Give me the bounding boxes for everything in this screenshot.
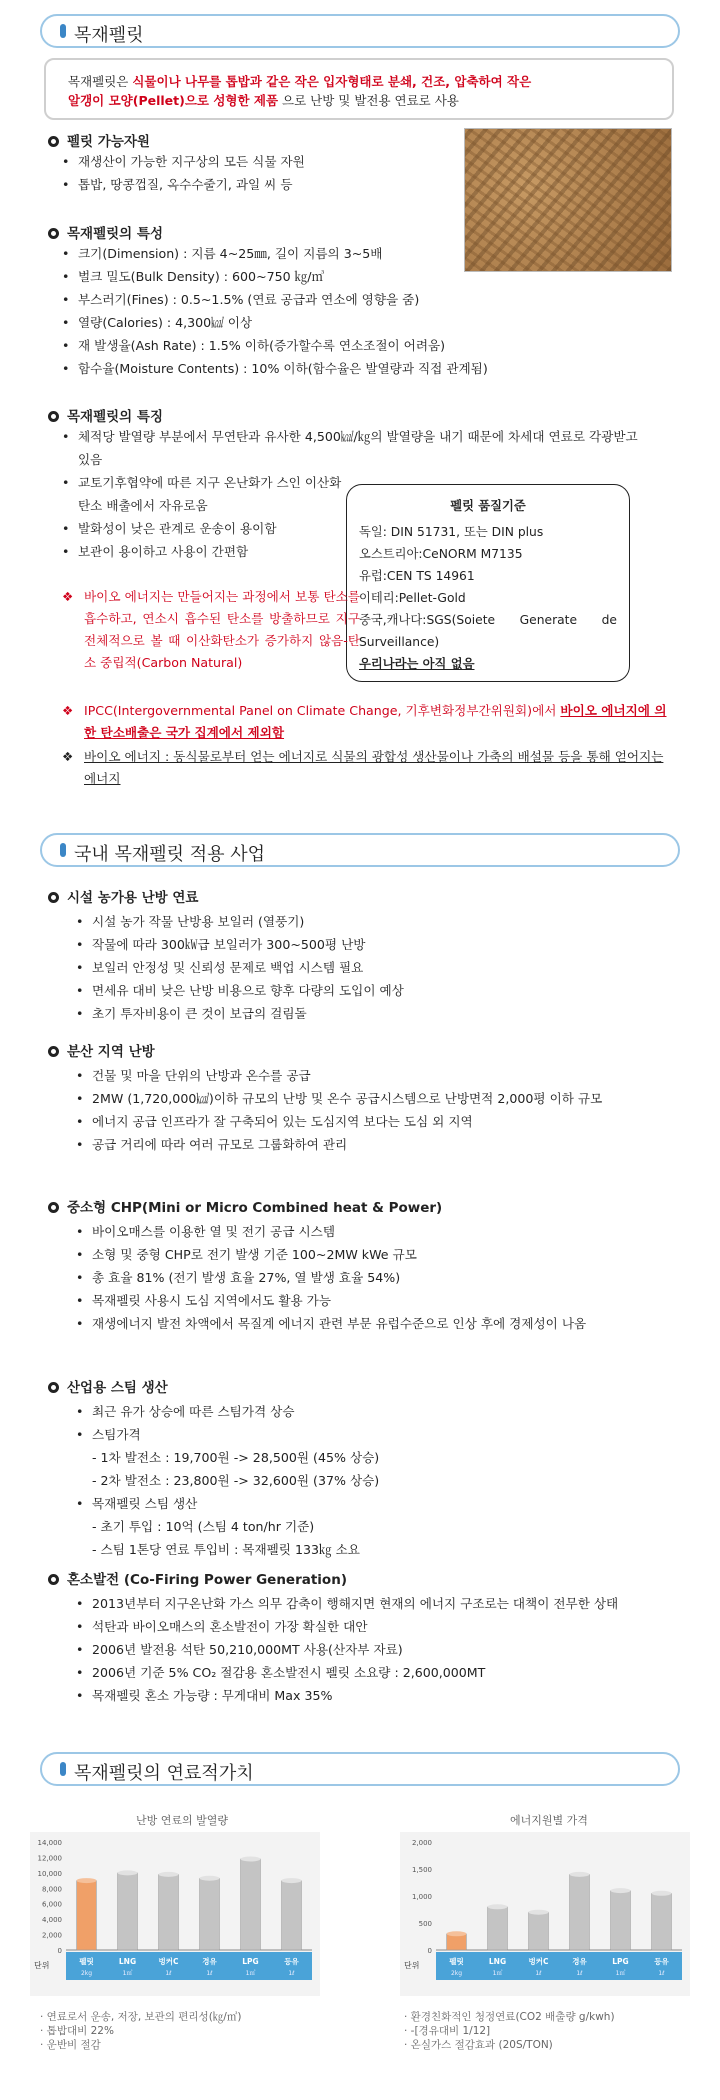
list-item: • 목재펠릿 사용시 도심 지역에서도 활용 가능 (70, 1289, 660, 1312)
subheading-chp: 중소형 CHP(Mini or Micro Combined heat & Power) (48, 1196, 442, 1216)
list-item: • 함수율(Moisture Contents) : 10% 이하(함수율은 발열량과 직접 관계됨) (56, 357, 676, 380)
bar (529, 1912, 549, 1950)
list-item: • 톱밥, 땅콩껍질, 옥수수줄기, 과일 씨 등 (56, 173, 456, 196)
tick-label: 14,000 (37, 1839, 62, 1847)
subheading-greenhouse: 시설 농가용 난방 연료 (48, 886, 198, 906)
bar-top (447, 1931, 467, 1936)
quality-line: 중국,캐나다:SGS(Soiete Generate de Surveillance) (359, 613, 617, 649)
footnote-line: · 톱밥대비 22% (40, 2025, 114, 2037)
chart-svg (30, 1832, 320, 1996)
quality-line: 유럽:CEN TS 14961 (359, 569, 475, 583)
tick-label: 4,000 (41, 1916, 62, 1925)
list-item: • 시설 농가 작물 난방용 보일러 (열풍기) (70, 910, 660, 933)
bullet-circle-icon (48, 1382, 59, 1393)
bar-top (241, 1856, 261, 1861)
tick-label: 2,000 (41, 1931, 62, 1940)
bar-top (282, 1878, 302, 1883)
bar-top (159, 1872, 179, 1877)
bar-top (570, 1872, 590, 1877)
header-marker-icon (60, 24, 66, 38)
chart-title: 난방 연료의 발열량 (136, 1814, 229, 1827)
section-title: 국내 목재펠릿 적용 사업 (74, 844, 266, 865)
list-item: • 건물 및 마을 단위의 난방과 온수를 공급 (70, 1064, 660, 1087)
bar (488, 1907, 508, 1950)
tick-label: 500 (418, 1920, 432, 1928)
list-item: • 보일러 안정성 및 신뢰성 문제로 백업 시스템 필요 (70, 956, 660, 979)
subheading-steam: 산업용 스팀 생산 (48, 1376, 168, 1396)
list-item: • 벌크 밀도(Bulk Density) : 600~750 ㎏/㎥ (56, 265, 676, 288)
list-item: • 에너지 공급 인프라가 잘 구축되어 있는 도심지역 보다는 도심 외 지역 (70, 1110, 660, 1133)
category-label: LNG (488, 1957, 507, 1966)
carbon-neutral-note: ❖ 바이오 에너지는 만들어지는 과정에서 보통 탄소를 흡수하고, 연소시 흡수된 탄소를 방출하므로 지구 전체적으로 볼 때 이산화탄소가 증가하지 않음-탄소 중립적(Carbon Natural) (62, 589, 360, 670)
bullet-circle-icon (48, 411, 59, 422)
chart-footnote-2 (404, 2010, 615, 2052)
quality-line: 이테리:Pellet-Gold (359, 591, 466, 605)
section-header-fuel-value (40, 1752, 680, 1786)
section-header-domestic (40, 833, 680, 867)
list-item: • 2MW (1,720,000㎉)이하 규모의 난방 및 온수 공급시스템으로 난방면적 2,000평 이하 규모 (70, 1087, 660, 1110)
properties-list (56, 242, 676, 380)
bullet-circle-icon (48, 1202, 59, 1213)
bar-top (77, 1878, 97, 1883)
unit-label: 2kg (80, 1970, 93, 1977)
bullet-circle-icon (48, 136, 59, 147)
category-label: 벙커C (158, 1957, 179, 1966)
quality-title: 펠릿 품질기준 (450, 499, 526, 513)
category-label: 경유 (572, 1957, 587, 1966)
list-item: • 목재펠릿 스팀 생산 (70, 1492, 660, 1515)
footnote-line: · 온실가스 절감효과 (20S/TON) (404, 2039, 553, 2051)
tick-label: 12,000 (37, 1854, 62, 1863)
bar (77, 1881, 97, 1950)
tick-label: 1,500 (411, 1866, 432, 1874)
header-marker-icon (60, 843, 66, 857)
list-item: • 초기 투자비용이 큰 것이 보급의 걸림돌 (70, 1002, 660, 1025)
category-label: 펠릿 (449, 1957, 464, 1966)
list-item: • 석탄과 바이오매스의 혼소발전이 가장 확실한 대안 (70, 1615, 660, 1638)
tick-label: 10,000 (37, 1869, 62, 1878)
section-header-pellet (40, 14, 680, 48)
features-list-2 (56, 471, 342, 563)
category-label: 등유 (654, 1957, 669, 1966)
list-item: • 2006년 기준 5% CO₂ 절감용 혼소발전시 펠릿 소요량 : 2,600,000MT (70, 1661, 660, 1684)
section-title: 목재펠릿의 연료적가치 (74, 1763, 254, 1784)
unit-label: 1ℓ (576, 1970, 583, 1977)
list-item: • 총 효율 81% (전기 발생 효율 27%, 열 발생 효율 54%) (70, 1266, 660, 1289)
list-item: • 작물에 따라 300㎾급 보일러가 300~500평 난방 (70, 933, 660, 956)
list-item: • 크기(Dimension) : 지름 4~25㎜, 길이 지름의 3~5배 (56, 242, 676, 265)
resource-list (56, 150, 456, 196)
unit-label: 2kg (450, 1970, 463, 1977)
bar-top (200, 1876, 220, 1881)
subheading-district: 분산 지역 난방 (48, 1040, 155, 1060)
bar (200, 1878, 220, 1950)
subheading-properties: 목재펠릿의 특성 (48, 222, 163, 242)
tick-label: 1,000 (411, 1893, 432, 1901)
list-item: • 재생산이 가능한 지구상의 모든 식물 자원 (56, 150, 456, 173)
bullet-circle-icon (48, 892, 59, 903)
category-label: 펠릿 (79, 1957, 94, 1966)
tick-label: 6,000 (41, 1900, 62, 1909)
bar (159, 1874, 179, 1950)
district-list (70, 1064, 660, 1156)
steam-list (70, 1400, 660, 1561)
chp-list (70, 1220, 660, 1335)
bio-energy-definition: ❖ 바이오 에너지 : 동식물로부터 얻는 에너지로 식물의 광합성 생산물이나 가축의 배설물 등을 통해 얻어지는 에너지 (62, 749, 664, 786)
list-item: • 교토기후협약에 따른 지구 온난화가 스인 이산화탄소 배출에서 자유로움 (56, 471, 342, 517)
category-band (436, 1952, 682, 1980)
chart-title: 에너지원별 가격 (510, 1814, 588, 1827)
list-item: • 발화성이 낮은 관계로 운송이 용이함 (56, 517, 342, 540)
bar-top (488, 1904, 508, 1909)
quality-line: 독일: DIN 51731, 또는 DIN plus (359, 525, 544, 539)
category-label: 등유 (284, 1957, 299, 1966)
bar (282, 1881, 302, 1950)
tick-label: 0 (427, 1947, 432, 1955)
footnote-line: · 연료로서 운송, 저장, 보관의 편리성(㎏/㎥) (40, 2011, 242, 2023)
list-item: • 목재펠릿 혼소 가능량 : 무게대비 Max 35% (70, 1684, 660, 1707)
category-label: LPG (612, 1957, 629, 1966)
chart-footnote-1 (40, 2010, 241, 2052)
list-item: • 열량(Calories) : 4,300㎉ 이상 (56, 311, 676, 334)
list-item: • 보관이 용이하고 사용이 간편함 (56, 540, 342, 563)
list-item: • 소형 및 중형 CHP로 전기 발생 기준 100~2MW kWe 규모 (70, 1243, 660, 1266)
bar (241, 1859, 261, 1950)
unit-label: 1ℓ (288, 1970, 295, 1977)
features-list-1 (56, 425, 646, 471)
bar (118, 1873, 138, 1950)
subheading-resource: 펠릿 가능자원 (48, 130, 150, 150)
energy-price-chart (400, 1832, 690, 1996)
list-item: • 재 발생율(Ash Rate) : 1.5% 이하(증가할수록 연소조절이 어려움) (56, 334, 676, 357)
quality-lines (359, 521, 617, 653)
bar (570, 1874, 590, 1950)
row-label: 단위 (404, 1961, 420, 1970)
category-label: 경유 (202, 1957, 217, 1966)
unit-label: 1ℓ (206, 1970, 213, 1977)
tick-label: 0 (57, 1947, 62, 1955)
list-item: • 공급 거리에 따라 여러 규모로 그룹화하여 관리 (70, 1133, 660, 1156)
heat-value-chart (30, 1832, 320, 1996)
category-band (66, 1952, 312, 1980)
subheading-features: 목재펠릿의 특징 (48, 405, 163, 425)
unit-label: 1ℓ (535, 1970, 542, 1977)
list-item: • 체적당 발열량 부분에서 무연탄과 유사한 4,500㎉/㎏의 발열량을 내기 때문에 차세대 연료로 각광받고 있음 (56, 425, 646, 471)
row-label: 단위 (34, 1961, 50, 1970)
tick-label: 2,000 (411, 1839, 432, 1847)
cofiring-list (70, 1592, 660, 1707)
ipcc-note: ❖ IPCC(Intergovernmental Panel on Climate Change, 기후변화정부간위원회)에서 바이오 에너지에 의한 탄소배출은 국가 집계에서 제외함 (62, 703, 667, 740)
list-item: • 스팀가격 (70, 1423, 660, 1446)
header-marker-icon (60, 1762, 66, 1776)
list-item: - 초기 투입 : 10억 (스팀 4 ton/hr 기준) (92, 1519, 315, 1534)
list-item: • 최근 유가 상승에 따른 스팀가격 상승 (70, 1400, 660, 1423)
bar-top (652, 1891, 672, 1896)
list-item: - 1차 발전소 : 19,700원 -> 28,500원 (45% 상승) (92, 1450, 380, 1465)
quality-standard-box (346, 484, 630, 682)
list-item: • 2006년 발전용 석탄 50,210,000MT 사용(산자부 자료) (70, 1638, 660, 1661)
list-item: • 재생에너지 발전 차액에서 목질계 에너지 관련 부문 유럽수준으로 인상 후에 경제성이 나옴 (70, 1312, 660, 1335)
category-label: 벙커C (528, 1957, 549, 1966)
unit-label: 1ℓ (658, 1970, 665, 1977)
list-item: • 부스러기(Fines) : 0.5~1.5% (연료 공급과 연소에 영향을 줌) (56, 288, 676, 311)
quality-note: 우리나라는 아직 없음 (359, 657, 475, 671)
category-label: LPG (242, 1957, 259, 1966)
unit-label: 1㎥ (122, 1970, 133, 1977)
subheading-cofiring: 혼소발전 (Co-Firing Power Generation) (48, 1568, 347, 1588)
footnote-line: · 운반비 절감 (40, 2039, 101, 2051)
footnote-line: · -[경유대비 1/12] (404, 2025, 491, 2037)
list-item: • 2013년부터 지구온난화 가스 의무 감축이 행해지면 현재의 에너지 구조로는 대책이 전무한 상태 (70, 1592, 660, 1615)
unit-label: 1㎥ (615, 1970, 626, 1977)
list-item: • 바이오매스를 이용한 열 및 전기 공급 시스템 (70, 1220, 660, 1243)
unit-label: 1㎥ (492, 1970, 503, 1977)
quality-line: 오스트리아:CeNORM M7135 (359, 547, 523, 561)
bar-top (529, 1910, 549, 1915)
bullet-circle-icon (48, 1574, 59, 1585)
greenhouse-list (70, 910, 660, 1025)
bar-top (611, 1888, 631, 1893)
unit-label: 1ℓ (165, 1970, 172, 1977)
chart-svg (400, 1832, 690, 1996)
unit-label: 1㎥ (245, 1970, 256, 1977)
footnote-line: · 환경친화적인 청정연료(CO2 배출량 g/kwh) (404, 2011, 615, 2023)
list-item: • 면세유 대비 낮은 난방 비용으로 향후 다량의 도입이 예상 (70, 979, 660, 1002)
bullet-circle-icon (48, 228, 59, 239)
bar-top (118, 1870, 138, 1875)
definition-note: 목재펠릿은 식물이나 나무를 톱밥과 같은 작은 입자형태로 분쇄, 건조, 압축하여 작은 알갱이 모양(Pellet)으로 성형한 제품 으로 난방 및 발전용 연료로 사용 (44, 58, 674, 120)
bar (611, 1891, 631, 1950)
category-label: LNG (118, 1957, 137, 1966)
list-item: - 스팀 1톤당 연료 투입비 : 목재펠릿 133㎏ 소요 (92, 1542, 360, 1557)
list-item: - 2차 발전소 : 23,800원 -> 32,600원 (37% 상승) (92, 1473, 380, 1488)
section-title: 목재펠릿 (74, 25, 144, 46)
bullet-circle-icon (48, 1046, 59, 1057)
tick-label: 8,000 (41, 1885, 62, 1894)
bar (652, 1893, 672, 1950)
